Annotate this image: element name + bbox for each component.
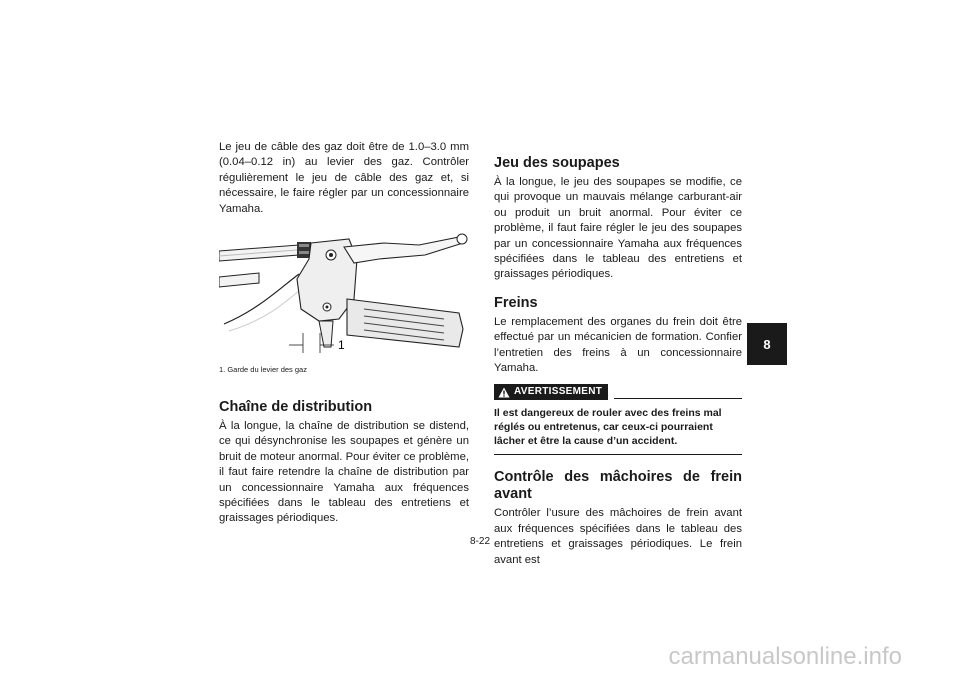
figure-caption: 1. Garde du levier des gaz xyxy=(219,365,307,375)
section-heading-front-brake-pads: Contrôle des mâchoires de frein avant xyxy=(494,469,742,503)
warning-label-box xyxy=(494,384,608,400)
warning-label: AVERTISSEMENT xyxy=(514,386,603,398)
front-brake-pads-paragraph: Contrôler l’usure des mâchoires de frein avant aux fréquences spécifiées dans le tableau des entretiens et graissages périodiques. Le frein avant est xyxy=(494,507,742,566)
figure-callout-number: 1 xyxy=(338,338,345,353)
throttle-lever-illustration xyxy=(219,229,469,359)
left-column xyxy=(219,140,469,527)
page-number: 8-22 xyxy=(469,536,490,547)
throttle-cable-paragraph: Le jeu de câble des gaz doit être de 1.0–3.0 mm (0.04–0.12 in) au levier des gaz. Contrôler régulièrement le jeu de câble des gaz et, si nécessaire, le faire régler par un concessionnaire Yamaha. xyxy=(219,141,469,215)
warning-header xyxy=(494,384,742,400)
timing-chain-paragraph: À la longue, la chaîne de distribution se distend, ce qui désynchronise les soupapes et génère un bruit de moteur anormal. Pour éviter ce problème, il faut faire retendre la chaîne de distribution par un concessionnaire Yamaha aux fréquences spécifiées dans le tableau des entretiens et graissages périodiques. xyxy=(219,420,469,525)
section-heading-valve-clearance: Jeu des soupapes xyxy=(494,155,620,171)
valve-clearance-paragraph: À la longue, le jeu des soupapes se modifie, ce qui provoque un mauvais mélange carburant-air ou produit un bruit anormal. Pour éviter ce problème, il faut faire régler le jeu des soupapes par un concessionnaire Yamaha aux fréquences spécifiées dans le tableau des entretiens et graissages périodiques. xyxy=(494,176,742,281)
warning-triangle-icon xyxy=(498,387,510,398)
brakes-paragraph: Le remplacement des organes du frein doit être effectué par un mécanicien de formation. Confier l’entretien des freins à un concessionnaire Yamaha. xyxy=(494,315,742,375)
watermark: carmanualsonline.info xyxy=(668,643,902,670)
section-heading-timing-chain: Chaîne de distribution xyxy=(219,399,373,416)
section-heading-brakes: Freins xyxy=(494,294,538,311)
chapter-tab: 8 xyxy=(747,323,787,365)
right-column xyxy=(494,155,742,568)
warning-rule xyxy=(614,386,742,399)
warning-text: Il est dangereux de rouler avec des freins mal réglés ou entretenus, car ceux-ci pourraient lâcher et être la cause d’un accident. xyxy=(494,406,742,455)
